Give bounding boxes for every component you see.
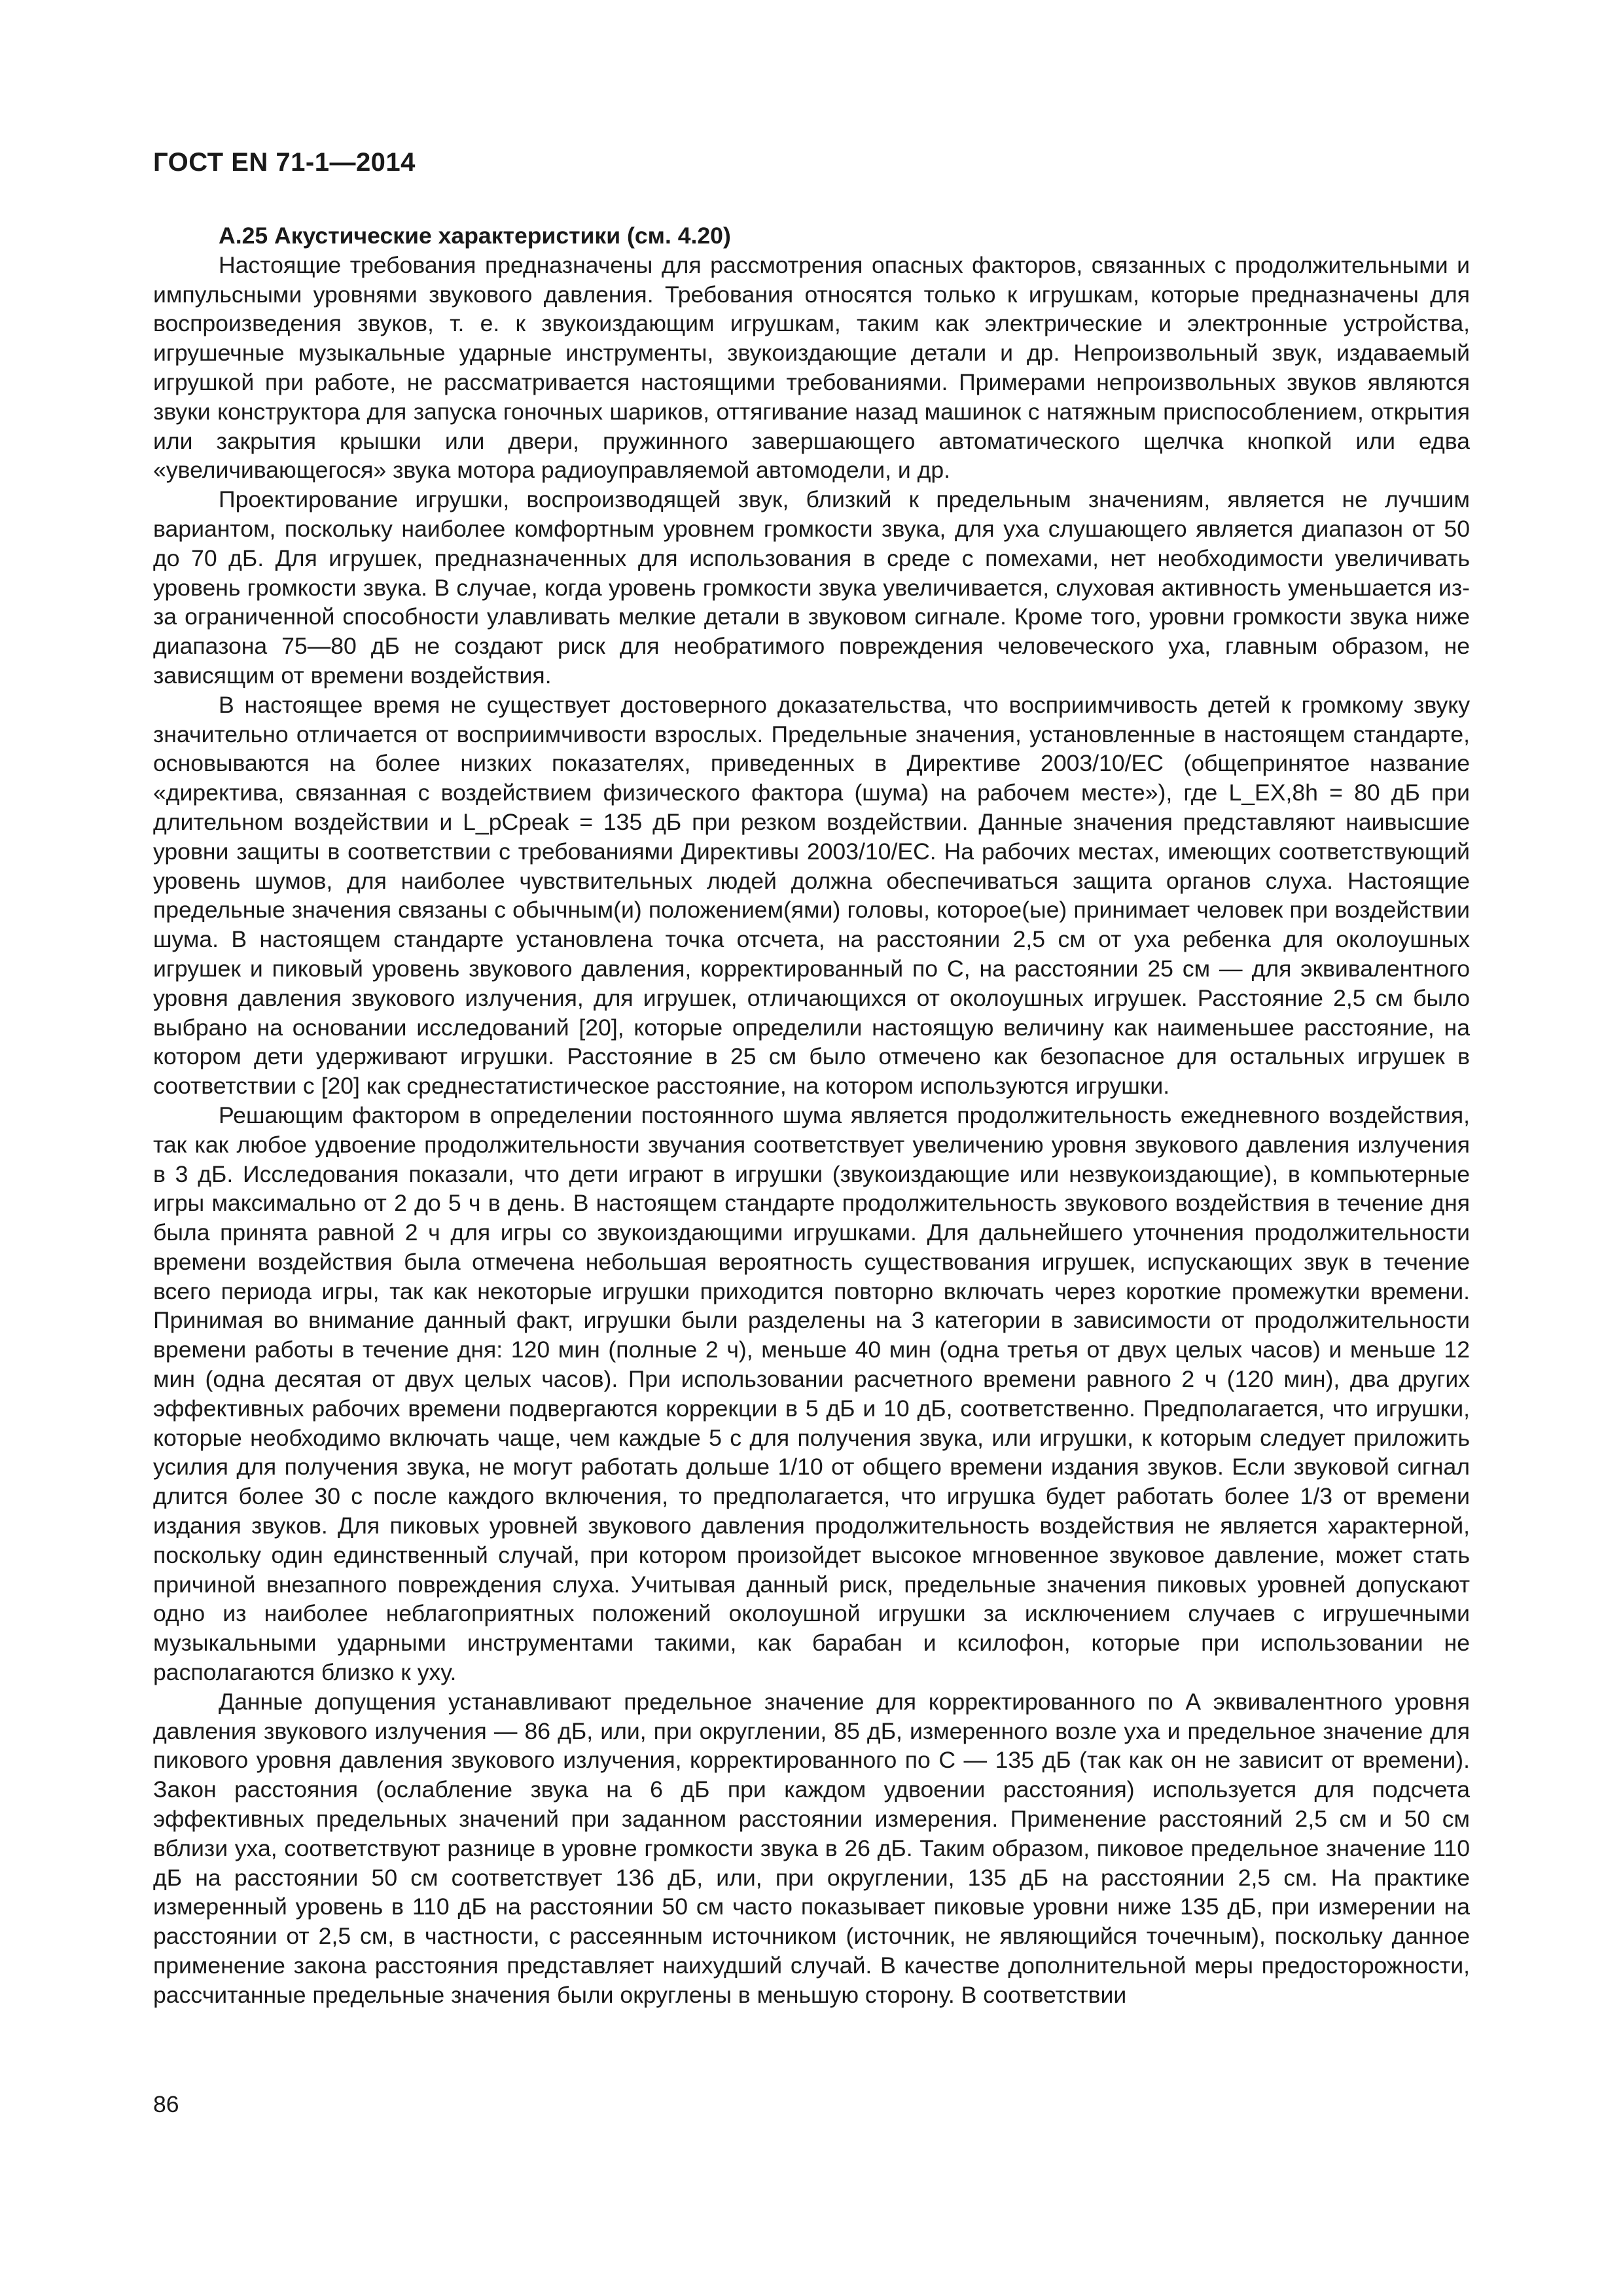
page-body [153,221,1470,2010]
paragraph: Данные допущения устанавливают предельное значение для корректированного по А эквивалентного уровня давления звукового излучения — 86 дБ, или, при округлении, 85 дБ, измеренного возле уха и предельное значение для пикового уровня давления звукового излучения, корректированного по С — 135 дБ (так как он не зависит от времени). Закон расстояния (ослабление звука на 6 дБ при каждом удвоении расстояния) используется для подсчета эффективных предельных значений при заданном расстоянии измерения. Применение расстояний 2,5 см и 50 см вблизи уха, соответствуют разнице в уровне громкости звука в 26 дБ. Таким образом, пиковое предельное значение 110 дБ на расстоянии 50 см соответствует 136 дБ, или, при округлении, 135 дБ на расстоянии 2,5 см. На практике измеренный уровень в 110 дБ на расстоянии 50 см часто показывает пиковые уровни ниже 135 дБ, при измерении на расстоянии от 2,5 см, в частности, с рассеянным источником (источник, не являющийся точечным), поскольку данное применение закона расстояния представляет наихудший случай. В качестве дополнительной меры предосторожности, рассчитанные предельные значения были округлены в меньшую сторону. В соответствии [153,1688,1470,2008]
paragraph: Проектирование игрушки, воспроизводящей звук, близкий к предельным значениям, является не лучшим вариантом, поскольку наиболее комфортным уровнем громкости звука, для уха слушающего является диапазон от 50 до 70 дБ. Для игрушек, предназначенных для использования в среде с помехами, нет необходимости увеличивать уровень громкости звука. В случае, когда уровень громкости звука увеличивается, слуховая активность уменьшается из-за ограниченной способности улавливать мелкие детали в звуковом сигнале. Кроме того, уровни громкости звука ниже диапазона 75—80 дБ не создают риск для необратимого повреждения человеческого уха, главным образом, не зависящим от времени воздействия. [153,486,1470,689]
paragraph: В настоящее время не существует достоверного доказательства, что восприимчивость детей к громкому звуку значительно отличается от восприимчивости взрослых. Предельные значения, установленные в настоящем стандарте, основываются на более низких показателях, приведенных в Директиве 2003/10/ЕС (общепринятое название «директива, связанная с воздействием физического фактора (шума) на рабочем месте»), где L_EX,8h = 80 дБ при длительном воздействии и L_pCpeak = 135 дБ при резком воздействии. Данные значения представляют наивысшие уровни защиты в соответствии с требованиями Директивы 2003/10/ЕС. На рабочих местах, имеющих соответствующий уровень шумов, для наиболее чувствительных людей должна обеспечиваться защита органов слуха. Настоящие предельные значения связаны с обычным(и) положением(ями) головы, которое(ые) принимает человек при воздействии шума. В настоящем стандарте установлена точка отсчета, на расстоянии 2,5 см от уха ребенка для околоушных игрушек и пиковый уровень звукового давления, корректированный по С, на расстоянии 25 см — для эквивалентного уровня давления звукового излучения, для игрушек, отличающихся от околоушных игрушек. Расстояние 2,5 см было выбрано на основании исследований [20], которые определили настоящую величину как наименьшее расстояние, на котором дети удерживают игрушки. Расстояние в 25 см было отмечено как безопасное для остальных игрушек в соответствии с [20] как среднестатистическое расстояние, на котором используются игрушки. [153,691,1470,1100]
paragraph: Решающим фактором в определении постоянного шума является продолжительность ежедневного воздействия, так как любое удвоение продолжительности звучания соответствует увеличению уровня звукового давления излучения в 3 дБ. Исследования показали, что дети играют в игрушки (звукоиздающие или незвукоиздающие), в компьютерные игры максимально от 2 до 5 ч в день. В настоящем стандарте продолжительность звукового воздействия в течение дня была принята равной 2 ч для игры со звукоиздающими игрушками. Для дальнейшего уточнения продолжительности времени воздействия была отмечена небольшая вероятность существования игрушек, испускающих звук в течение всего периода игры, так как некоторые игрушки приходится повторно включать через короткие промежутки времени. Принимая во внимание данный факт, игрушки были разделены на 3 категории в зависимости от продолжительности времени работы в течение дня: 120 мин (полные 2 ч), меньше 40 мин (одна третья от двух целых часов) и меньше 12 мин (одна десятая от двух целых часов). При использовании расчетного времени равного 2 ч (120 мин), два других эффективных рабочих времени подвергаются коррекции в 5 дБ и 10 дБ, соответственно. Предполагается, что игрушки, которые необходимо включать чаще, чем каждые 5 с для получения звука, или игрушки, к которым следует приложить усилия для получения звука, не могут работать дольше 1/10 от общего времени издания звуков. Если звуковой сигнал длится более 30 с после каждого включения, то предполагается, что игрушка будет работать более 1/3 от времени издания звуков. Для пиковых уровней звукового давления продолжительность воздействия не является характерной, поскольку один единственный случай, при котором произойдет высокое мгновенное звуковое давление, может стать причиной внезапного повреждения слуха. Учитывая данный риск, предельные значения пиковых уровней допускают одно из наиболее неблагоприятных положений околоушной игрушки за исключением случаев с игрушечными музыкальными ударными инструментами такими, как барабан и ксилофон, которые при использовании не располагаются близко к уху. [153,1102,1470,1686]
paragraph: Настоящие требования предназначены для рассмотрения опасных факторов, связанных с продолжительными и импульсными уровнями звукового давления. Требования относятся только к игрушкам, которые предназначены для воспроизведения звуков, т. е. к звукоиздающим игрушкам, таким как электрические и электронные устройства, игрушечные музыкальные ударные инструменты, звукоиздающие детали и др. Непроизвольный звук, издаваемый игрушкой при работе, не рассматривается настоящими требованиями. Примерами непроизвольных звуков являются звуки конструктора для запуска гоночных шариков, оттягивание назад машинок с натяжным приспособлением, открытия или закрытия крышки или двери, пружинного завершающего автоматического щелчка кнопкой или едва «увеличивающегося» звука мотора радиоуправляемой автомодели, и др. [153,251,1470,484]
document-header: ГОСТ EN 71-1—2014 [153,148,416,177]
section-title: А.25 Акустические характеристики (см. 4.20) [219,223,731,249]
page-number: 86 [153,2091,179,2117]
